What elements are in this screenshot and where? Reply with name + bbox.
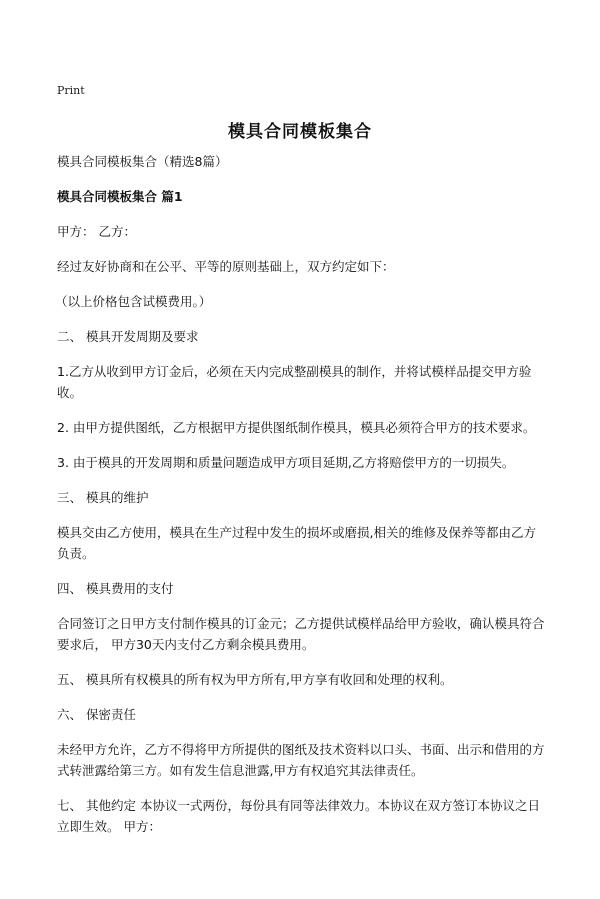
paragraph: 七、 其他约定 本协议一式两份，每份具有同等法律效力。本协议在双方签订本协议之日立即生效。 甲方： bbox=[57, 798, 540, 834]
document-title: 模具合同模板集合 bbox=[228, 122, 372, 142]
document-body bbox=[57, 151, 547, 851]
paragraph: 未经甲方允许，乙方不得将甲方所提供的图纸及技术资料以口头、书面、出示和借用的方式转泄露给第三方。如有发生信息泄露,甲方有权追究其法律责任。 bbox=[57, 742, 545, 778]
clause-heading: 六、 保密责任 bbox=[57, 707, 136, 722]
paragraph: 经过友好协商和在公平、平等的原则基础上，双方约定如下： bbox=[57, 259, 395, 274]
paragraph: （以上价格包含试模费用。） bbox=[55, 294, 212, 309]
section-heading: 模具合同模板集合 篇1 bbox=[57, 189, 183, 204]
subtitle: 模具合同模板集合（精选8篇） bbox=[57, 154, 228, 169]
paragraph: 五、 模具所有权模具的所有权为甲方所有,甲方享有收回和处理的权利。 bbox=[57, 672, 453, 687]
paragraph: 1.乙方从收到甲方订金后，必须在天内完成整副模具的制作，并将试模样品提交甲方验收。 bbox=[57, 364, 532, 400]
clause-heading: 二、 模具开发周期及要求 bbox=[57, 329, 199, 344]
print-label: Print bbox=[57, 84, 85, 97]
paragraph: 合同签订之日甲方支付制作模具的订金元；乙方提供试模样品给甲方验收，确认模具符合要求后， 甲方30天内支付乙方剩余模具费用。 bbox=[57, 616, 545, 652]
clause-heading: 四、 模具费用的支付 bbox=[57, 581, 174, 596]
parties-line: 甲方： 乙方： bbox=[57, 224, 136, 239]
paragraph: 2. 由甲方提供图纸，乙方根据甲方提供图纸制作模具，模具必须符合甲方的技术要求。 bbox=[57, 420, 536, 435]
paragraph: 3. 由于模具的开发周期和质量问题造成甲方项目延期,乙方将赔偿甲方的一切损失。 bbox=[57, 455, 515, 470]
clause-heading: 三、 模具的维护 bbox=[57, 490, 149, 505]
paragraph: 模具交由乙方使用，模具在生产过程中发生的损坏或磨损,相关的维修及保养等都由乙方负责。 bbox=[57, 525, 536, 561]
